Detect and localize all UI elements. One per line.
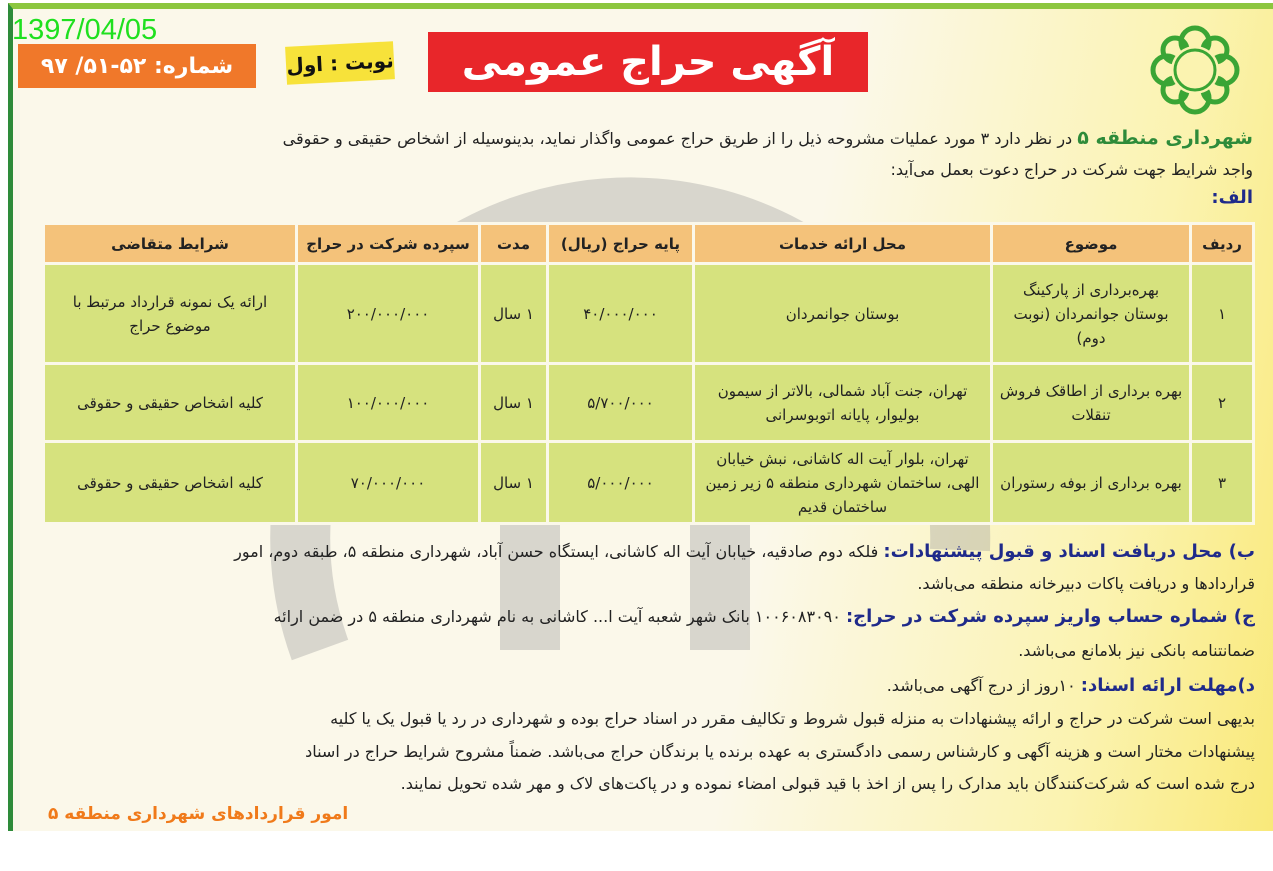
cell-deposit: ۷۰/۰۰۰/۰۰۰: [297, 442, 480, 524]
col-header: ردیف: [1191, 224, 1254, 264]
tehran-municipality-logo-icon: [1145, 20, 1245, 120]
col-header: پایه حراج (ریال): [548, 224, 694, 264]
turn-badge: نوبت : اول: [285, 41, 395, 85]
org-name: شهرداری منطقه ۵: [1077, 127, 1253, 149]
section-c-line-2: ضمانتنامه بانکی نیز بلامانع می‌باشد.: [1018, 641, 1255, 660]
cell-base-price: ۴۰/۰۰۰/۰۰۰: [548, 264, 694, 364]
footer-signature: امور قراردادهای شهرداری منطقه ۵: [48, 804, 349, 824]
ad-number-badge: شماره: ۵۲-۵۱/ ۹۷: [18, 44, 256, 88]
section-b-text: فلکه دوم صادقیه، خیابان آیت اله کاشانی، ایستگاه حسن آباد، شهرداری منطقه ۵، طبقه دوم، امور: [234, 542, 884, 561]
ad-title: آگهی حراج عمومی: [428, 32, 868, 92]
col-header: موضوع: [992, 224, 1191, 264]
col-header: مدت: [480, 224, 548, 264]
intro-text: در نظر دارد ۳ مورد عملیات مشروحه ذیل را از طریق حراج عمومی واگذار نماید، بدینوسیله از اشخاص حقیقی و حقوقی: [282, 129, 1078, 148]
terms-line-2: پیشنهادات مختار است و هزینه آگهی و کارشناس رسمی دادگستری به عهده برنده یا برندگان حراج می‌باشد. ضمناً مشروح شرایط حراج در اسناد: [305, 742, 1255, 761]
cell-location: بوستان جوانمردان: [694, 264, 992, 364]
col-header: شرایط متقاضی: [44, 224, 297, 264]
cell-duration: ۱ سال: [480, 264, 548, 364]
cell-deposit: ۲۰۰/۰۰۰/۰۰۰: [297, 264, 480, 364]
table-row: [44, 364, 1254, 442]
terms-line-3: درج شده است که شرکت‌کنندگان باید مدارک را پس از اخذ با قید قبولی امضاء نموده و در پاکت‌های لاک و مهر شده تحویل نمایند.: [400, 774, 1255, 793]
cell-conditions: کلیه اشخاص حقیقی و حقوقی: [44, 364, 297, 442]
cell-subject: بهره‌برداری از پارکینگ بوستان جوانمردان (نوبت دوم): [992, 264, 1191, 364]
cell-location: تهران، بلوار آیت اله کاشانی، نبش خیابان الهی، ساختمان شهرداری منطقه ۵ زیر زمین ساختمان قدیم: [694, 442, 992, 524]
section-b: [234, 537, 1255, 566]
section-c: [274, 602, 1255, 631]
cell-subject: بهره برداری از بوفه رستوران: [992, 442, 1191, 524]
cell-duration: ۱ سال: [480, 442, 548, 524]
cell-duration: ۱ سال: [480, 364, 548, 442]
cell-conditions: کلیه اشخاص حقیقی و حقوقی: [44, 442, 297, 524]
section-c-text: ۱۰۰۶۰۸۳۰۹۰ بانک شهر شعبه آیت ا... کاشانی به نام شهرداری منطقه ۵ در ضمن ارائه: [273, 607, 846, 626]
section-c-label: ج) شماره حساب واریز سپرده شرکت در حراج:: [845, 606, 1255, 627]
intro-line-2: واجد شرایط جهت شرکت در حراج دعوت بعمل می‌آید:: [890, 160, 1253, 179]
section-d-text: ۱۰روز از درج آگهی می‌باشد.: [886, 676, 1081, 695]
cell-base-price: ۵/۰۰۰/۰۰۰: [548, 442, 694, 524]
auction-table: [42, 222, 1255, 525]
col-header: محل ارائه خدمات: [694, 224, 992, 264]
intro-line-1: [283, 124, 1253, 153]
section-b-line-2: قراردادها و دریافت پاکات دبیرخانه منطقه می‌باشد.: [917, 574, 1255, 593]
cell-location: تهران، جنت آباد شمالی، بالاتر از سیمون بولیوار، پایانه اتوبوسرانی: [694, 364, 992, 442]
cell-row-num: ۲: [1191, 364, 1254, 442]
cell-subject: بهره برداری از اطاقک فروش تنقلات: [992, 364, 1191, 442]
cell-deposit: ۱۰۰/۰۰۰/۰۰۰: [297, 364, 480, 442]
section-d-label: د)مهلت ارائه اسناد:: [1080, 675, 1255, 696]
cell-conditions: ارائه یک نمونه قرارداد مرتبط با موضوع حراج: [44, 264, 297, 364]
section-b-label: ب) محل دریافت اسناد و قبول پیشنهادات:: [883, 541, 1255, 562]
section-a-label: الف:: [1211, 187, 1253, 208]
terms-line-1: بدیهی است شرکت در حراج و ارائه پیشنهادات به منزله قبول شروط و تکالیف مقرر در اسناد حراج بوده و شهرداری در رد یا قبول یک یا کلیه: [330, 709, 1255, 728]
section-d: [887, 671, 1255, 700]
date-stamp: 1397/04/05: [12, 14, 158, 46]
cell-row-num: ۱: [1191, 264, 1254, 364]
cell-base-price: ۵/۷۰۰/۰۰۰: [548, 364, 694, 442]
table-row: [44, 264, 1254, 364]
table-row: [44, 442, 1254, 524]
col-header: سپرده شرکت در حراج: [297, 224, 480, 264]
cell-row-num: ۳: [1191, 442, 1254, 524]
